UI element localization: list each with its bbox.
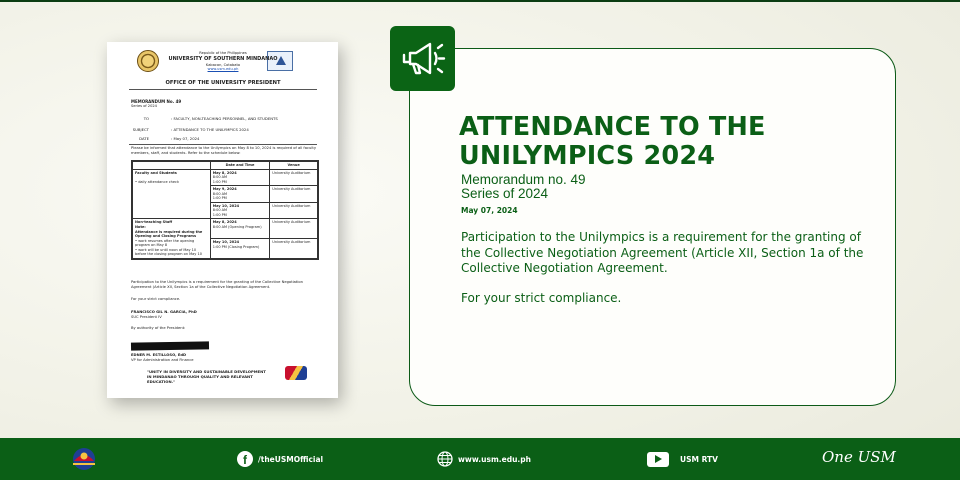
redacted-signature <box>131 341 209 350</box>
memo-compliance: For your strict compliance. <box>131 297 181 301</box>
group-title: Faculty and Students <box>135 170 177 175</box>
memo-footer-body: Participation to the Unilympics is a requirement for the granting of the Collective Negotiation Agreement (Article XII, Section 1a of the Collective Negotiation Agreement. <box>131 280 303 289</box>
table-header: Venue <box>270 162 318 170</box>
row-venue: University Auditorium <box>270 169 318 186</box>
memo-rule <box>129 89 317 90</box>
memo-number: MEMORANDUM No. 49 <box>131 99 182 104</box>
megaphone-badge <box>390 26 455 91</box>
memo-republic: Republic of the Philippines <box>199 51 247 55</box>
table-row: Non-teaching Staff Note: Attendance is required during the Opening and Closing Programs • work resumes after the opening program on May 8 • work will be until noon of May 10 before the closing program on May 10 May 8, 2024 8:00 AM (Opening Program) University Auditorium <box>133 219 318 239</box>
memo-motto: "UNITY IN DIVERSITY AND SUSTAINABLE DEVELOPMENT IN MINDANAO THROUGH QUALITY AND RELEVANT EDUCATION." <box>147 369 266 384</box>
row-time: 1:00 PM (Closing Program) <box>212 244 260 249</box>
memo-to-label: TO <box>143 116 149 121</box>
announcement-paragraph: Participation to the Unilympics is a requirement for the granting of the Collective Negotiation Agreement (Article XII, Section 1a of the Collective Negotiation Agreement. <box>461 230 864 275</box>
row-time: 8:00 AM <box>212 191 228 196</box>
row-time: 8:00 AM <box>212 208 228 213</box>
row-date: May 10, 2024 <box>212 203 240 208</box>
row-date: May 10, 2024 <box>212 240 240 245</box>
memo-office: OFFICE OF THE UNIVERSITY PRESIDENT <box>165 80 281 86</box>
table-header: Date and Time <box>210 162 270 170</box>
footer-bar <box>0 438 960 480</box>
website-url: www.usm.edu.ph <box>458 454 531 464</box>
memo-subject-label: SUBJECT <box>132 127 149 132</box>
row-venue: University Auditorium <box>270 202 318 219</box>
row-venue: University Auditorium <box>270 219 318 239</box>
bagong-pilipinas-emblem-icon <box>71 447 97 471</box>
youtube-channel: USM RTV <box>680 454 718 464</box>
memo-signatory2-title: VP for Administration and Finance <box>131 358 194 362</box>
memo-location: Kabacan, Cotabato <box>205 63 241 67</box>
row-time: 1:00 PM <box>212 212 227 217</box>
row-time: 8:00 AM (Opening Program) <box>212 225 262 230</box>
memo-body: Please be informed that attendance to the Unilympics on May 8 to 10, 2024 is required of all faculty members, staff, and students. Refer to the schedule below: <box>131 146 316 155</box>
memo-number-line: Memorandum no. 49 <box>461 172 586 187</box>
row-venue: University Auditorium <box>270 186 318 203</box>
footer-facebook[interactable] <box>237 450 323 468</box>
announcement-title: ATTENDANCE TO THE UNILYMPICS 2024 <box>459 112 766 171</box>
group-desc: Attendance is required during the Opening and Closing Programs <box>135 229 203 239</box>
memo-authority: By authority of the President: <box>131 326 186 330</box>
group-item: work resumes after the opening program on May 8 <box>135 238 195 248</box>
memo-date: May 07, 2024 <box>461 206 518 215</box>
one-usm-signature: One USM <box>822 448 896 466</box>
group-title: Non-teaching Staff <box>135 220 173 225</box>
memo-date-value: : May 07, 2024 <box>171 136 200 141</box>
compliance-text: For your strict compliance. <box>461 291 622 305</box>
memo-schedule-table <box>131 160 319 260</box>
memo-date-label: DATE <box>139 136 149 141</box>
footer-youtube[interactable] <box>647 450 718 468</box>
memo-to-value: : FACULTY, NON-TEACHING PERSONNEL, AND STUDENTS <box>171 116 278 121</box>
memo-document <box>107 42 338 398</box>
row-date: May 8, 2024 <box>212 170 237 175</box>
group-item: daily attendance check <box>138 179 179 184</box>
footer-website[interactable] <box>437 450 531 468</box>
globe-icon <box>437 451 453 467</box>
series-line: Series of 2024 <box>461 186 549 201</box>
youtube-icon <box>647 452 669 467</box>
row-time: 1:00 PM <box>212 179 227 184</box>
row-date: May 8, 2024 <box>212 220 237 225</box>
memo-rule <box>129 144 317 145</box>
top-border <box>0 0 960 2</box>
row-time: 1:00 PM <box>212 196 227 201</box>
megaphone-icon <box>390 26 455 91</box>
usm-seal-icon <box>137 50 159 72</box>
memo-subject-value: : ATTENDANCE TO THE UNILYMPICS 2024 <box>171 127 249 132</box>
group-item: work will be until noon of May 10 before the closing program on May 10 <box>135 247 202 257</box>
facebook-handle: /theUSMOfficial <box>258 454 324 464</box>
facebook-icon: f <box>237 451 253 467</box>
table-header <box>133 162 211 170</box>
memo-signatory-title: SUC President IV <box>131 315 162 319</box>
memo-website: www.usm.edu.ph <box>207 67 239 71</box>
row-time: 8:00 AM <box>212 175 228 180</box>
bagong-pilipinas-logo-icon <box>285 366 307 380</box>
memo-series: Series of 2024 <box>131 104 157 108</box>
row-date: May 9, 2024 <box>212 187 237 192</box>
table-row: Faculty and Students • daily attendance check May 8, 2024 8:00 AM 1:00 PM University Auditorium <box>133 169 318 186</box>
memo-signatory2: EDNER M. ESTILLOSO, EdD <box>131 353 187 357</box>
announcement-card <box>409 48 896 406</box>
group-note: Note: <box>135 225 146 230</box>
memo-signatory: FRANCISCO GIL N. GARCIA, PhD <box>131 310 197 314</box>
row-venue: University Auditorium <box>270 239 318 259</box>
memo-university: UNIVERSITY OF SOUTHERN MINDANAO <box>168 56 278 62</box>
